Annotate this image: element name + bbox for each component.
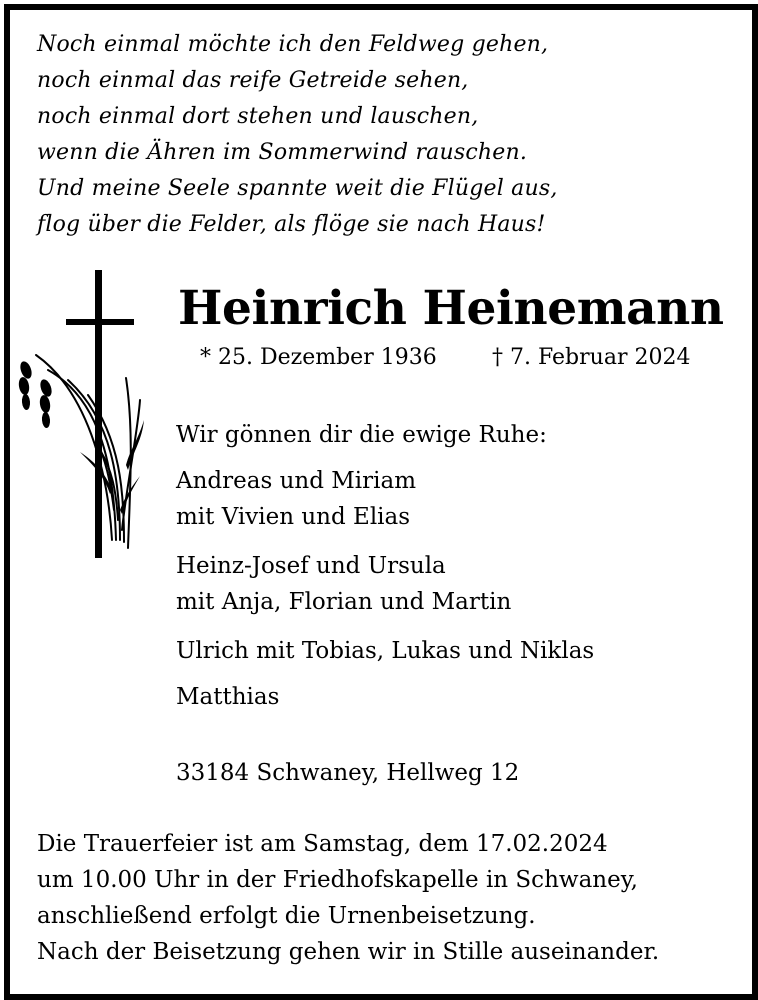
family-line: Andreas und Miriam — [176, 468, 417, 494]
poem-line: wenn die Ähren im Sommerwind rauschen. — [37, 140, 528, 165]
death-date: † 7. Februar 2024 — [492, 345, 691, 370]
poem-line: Und meine Seele spannte weit die Flügel aus, — [37, 176, 558, 201]
funeral-info-line: Nach der Beisetzung gehen wir in Stille auseinander. — [37, 939, 660, 965]
family-line: mit Vivien und Elias — [176, 504, 411, 530]
cross-with-wheat-icon — [16, 270, 144, 560]
family-group — [176, 463, 416, 535]
family-line: Matthias — [176, 684, 280, 710]
poem — [37, 27, 558, 243]
funeral-info-line: Die Trauerfeier ist am Samstag, dem 17.02.2024 — [37, 831, 608, 857]
poem-line: Noch einmal möchte ich den Feldweg gehen, — [37, 32, 549, 57]
family-group — [176, 679, 279, 715]
family-line: Heinz-Josef und Ursula — [176, 553, 446, 579]
address: 33184 Schwaney, Hellweg 12 — [176, 760, 520, 786]
family-line: mit Anja, Florian und Martin — [176, 589, 512, 615]
mourners-intro: Wir gönnen dir die ewige Ruhe: — [176, 422, 547, 448]
birth-date: * 25. Dezember 1936 — [200, 345, 437, 370]
poem-line: flog über die Felder, als flöge sie nach Haus! — [37, 212, 546, 237]
funeral-info — [37, 826, 659, 970]
funeral-info-line: anschließend erfolgt die Urnenbeisetzung. — [37, 903, 536, 929]
deceased-name: Heinrich Heinemann — [178, 281, 724, 336]
family-line: Ulrich mit Tobias, Lukas und Niklas — [176, 638, 595, 664]
poem-line: noch einmal dort stehen und lauschen, — [37, 104, 479, 129]
family-group — [176, 633, 594, 669]
funeral-info-line: um 10.00 Uhr in der Friedhofskapelle in Schwaney, — [37, 867, 638, 893]
family-group — [176, 548, 511, 620]
poem-line: noch einmal das reife Getreide sehen, — [37, 68, 469, 93]
